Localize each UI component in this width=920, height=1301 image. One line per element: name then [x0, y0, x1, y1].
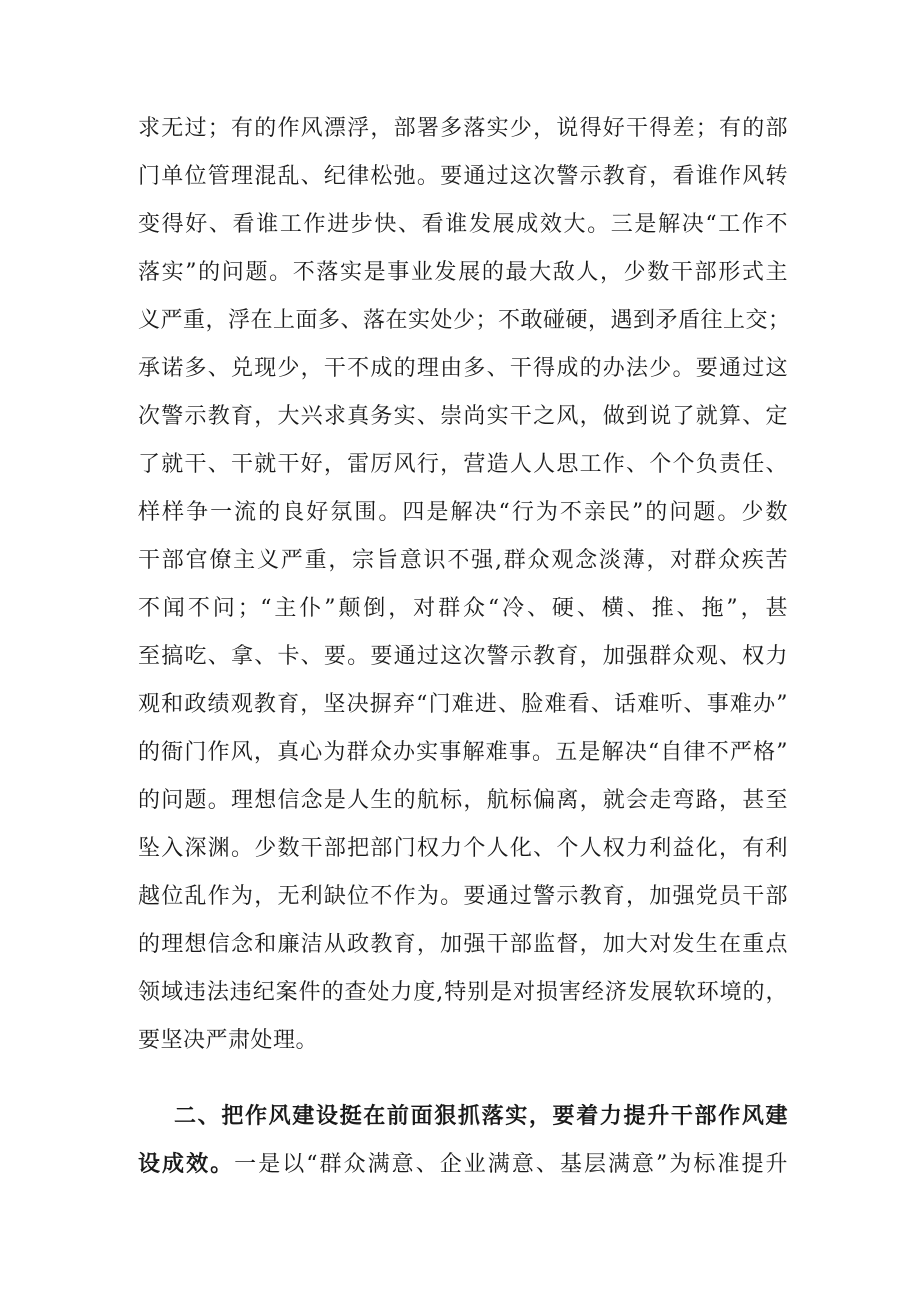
- body-line: 样样争一流的良好氛围。四是解决“行为不亲民”的问题。少数: [138, 500, 788, 525]
- body-line: 求无过；有的作风漂浮，部署多落实少，说得好干得差；有的部: [138, 116, 788, 141]
- body-line: 的衙门作风，真心为群众办实事解难事。五是解决“自律不严格”: [138, 740, 788, 765]
- section-heading: 二、把作风建设挺在前面狠抓落实，要着力提升干部作风建: [174, 1104, 788, 1129]
- body-line: 至搞吃、拿、卡、要。要通过这次警示教育，加强群众观、权力: [138, 644, 788, 669]
- body-line: 次警示教育，大兴求真务实、崇尚实干之风，做到说了就算、定: [138, 404, 788, 429]
- body-line: 要坚决严肃处理。: [138, 1028, 319, 1053]
- body-line: 义严重，浮在上面多、落在实处少；不敢碰硬，遇到矛盾往上交；: [138, 308, 791, 333]
- body-line: 落实”的问题。不落实是事业发展的最大敌人，少数干部形式主: [138, 260, 788, 285]
- body-line-text: 一是以“群众满意、企业满意、基层满意”为标准提升: [234, 1152, 788, 1177]
- body-line: 坠入深渊。少数干部把部门权力个人化、个人权力利益化，有利: [138, 836, 788, 861]
- body-line: 的问题。理想信念是人生的航标，航标偏离，就会走弯路，甚至: [138, 788, 788, 813]
- document-body: [138, 105, 791, 1189]
- body-line: [138, 1141, 788, 1189]
- body-line: 的理想信念和廉洁从政教育，加强干部监督，加大对发生在重点: [138, 932, 788, 957]
- body-line: 越位乱作为，无利缺位不作为。要通过警示教育，加强党员干部: [138, 884, 788, 909]
- body-line: 观和政绩观教育，坚决摒弃“门难进、脸难看、话难听、事难办”: [138, 692, 788, 717]
- body-line: 了就干、干就干好，雷厉风行，营造人人思工作、个个负责任、: [138, 452, 788, 477]
- body-line: 承诺多、兑现少，干不成的理由多、干得成的办法少。要通过这: [138, 356, 788, 381]
- body-line: 不闻不问；“主仆”颠倒，对群众“冷、硬、横、推、拖”，甚: [138, 596, 788, 621]
- body-line: 变得好、看谁工作进步快、看谁发展成效大。三是解决“工作不: [138, 212, 788, 237]
- paragraph-spacer: [138, 1065, 788, 1093]
- section-heading-tail: 设成效。: [138, 1152, 235, 1177]
- body-line: 门单位管理混乱、纪律松弛。要通过这次警示教育，看谁作风转: [138, 164, 788, 189]
- body-line: 干部官僚主义严重，宗旨意识不强,群众观念淡薄，对群众疾苦: [138, 548, 788, 573]
- body-line: 领域违法违纪案件的查处力度,特别是对损害经济发展软环境的，: [138, 980, 788, 1005]
